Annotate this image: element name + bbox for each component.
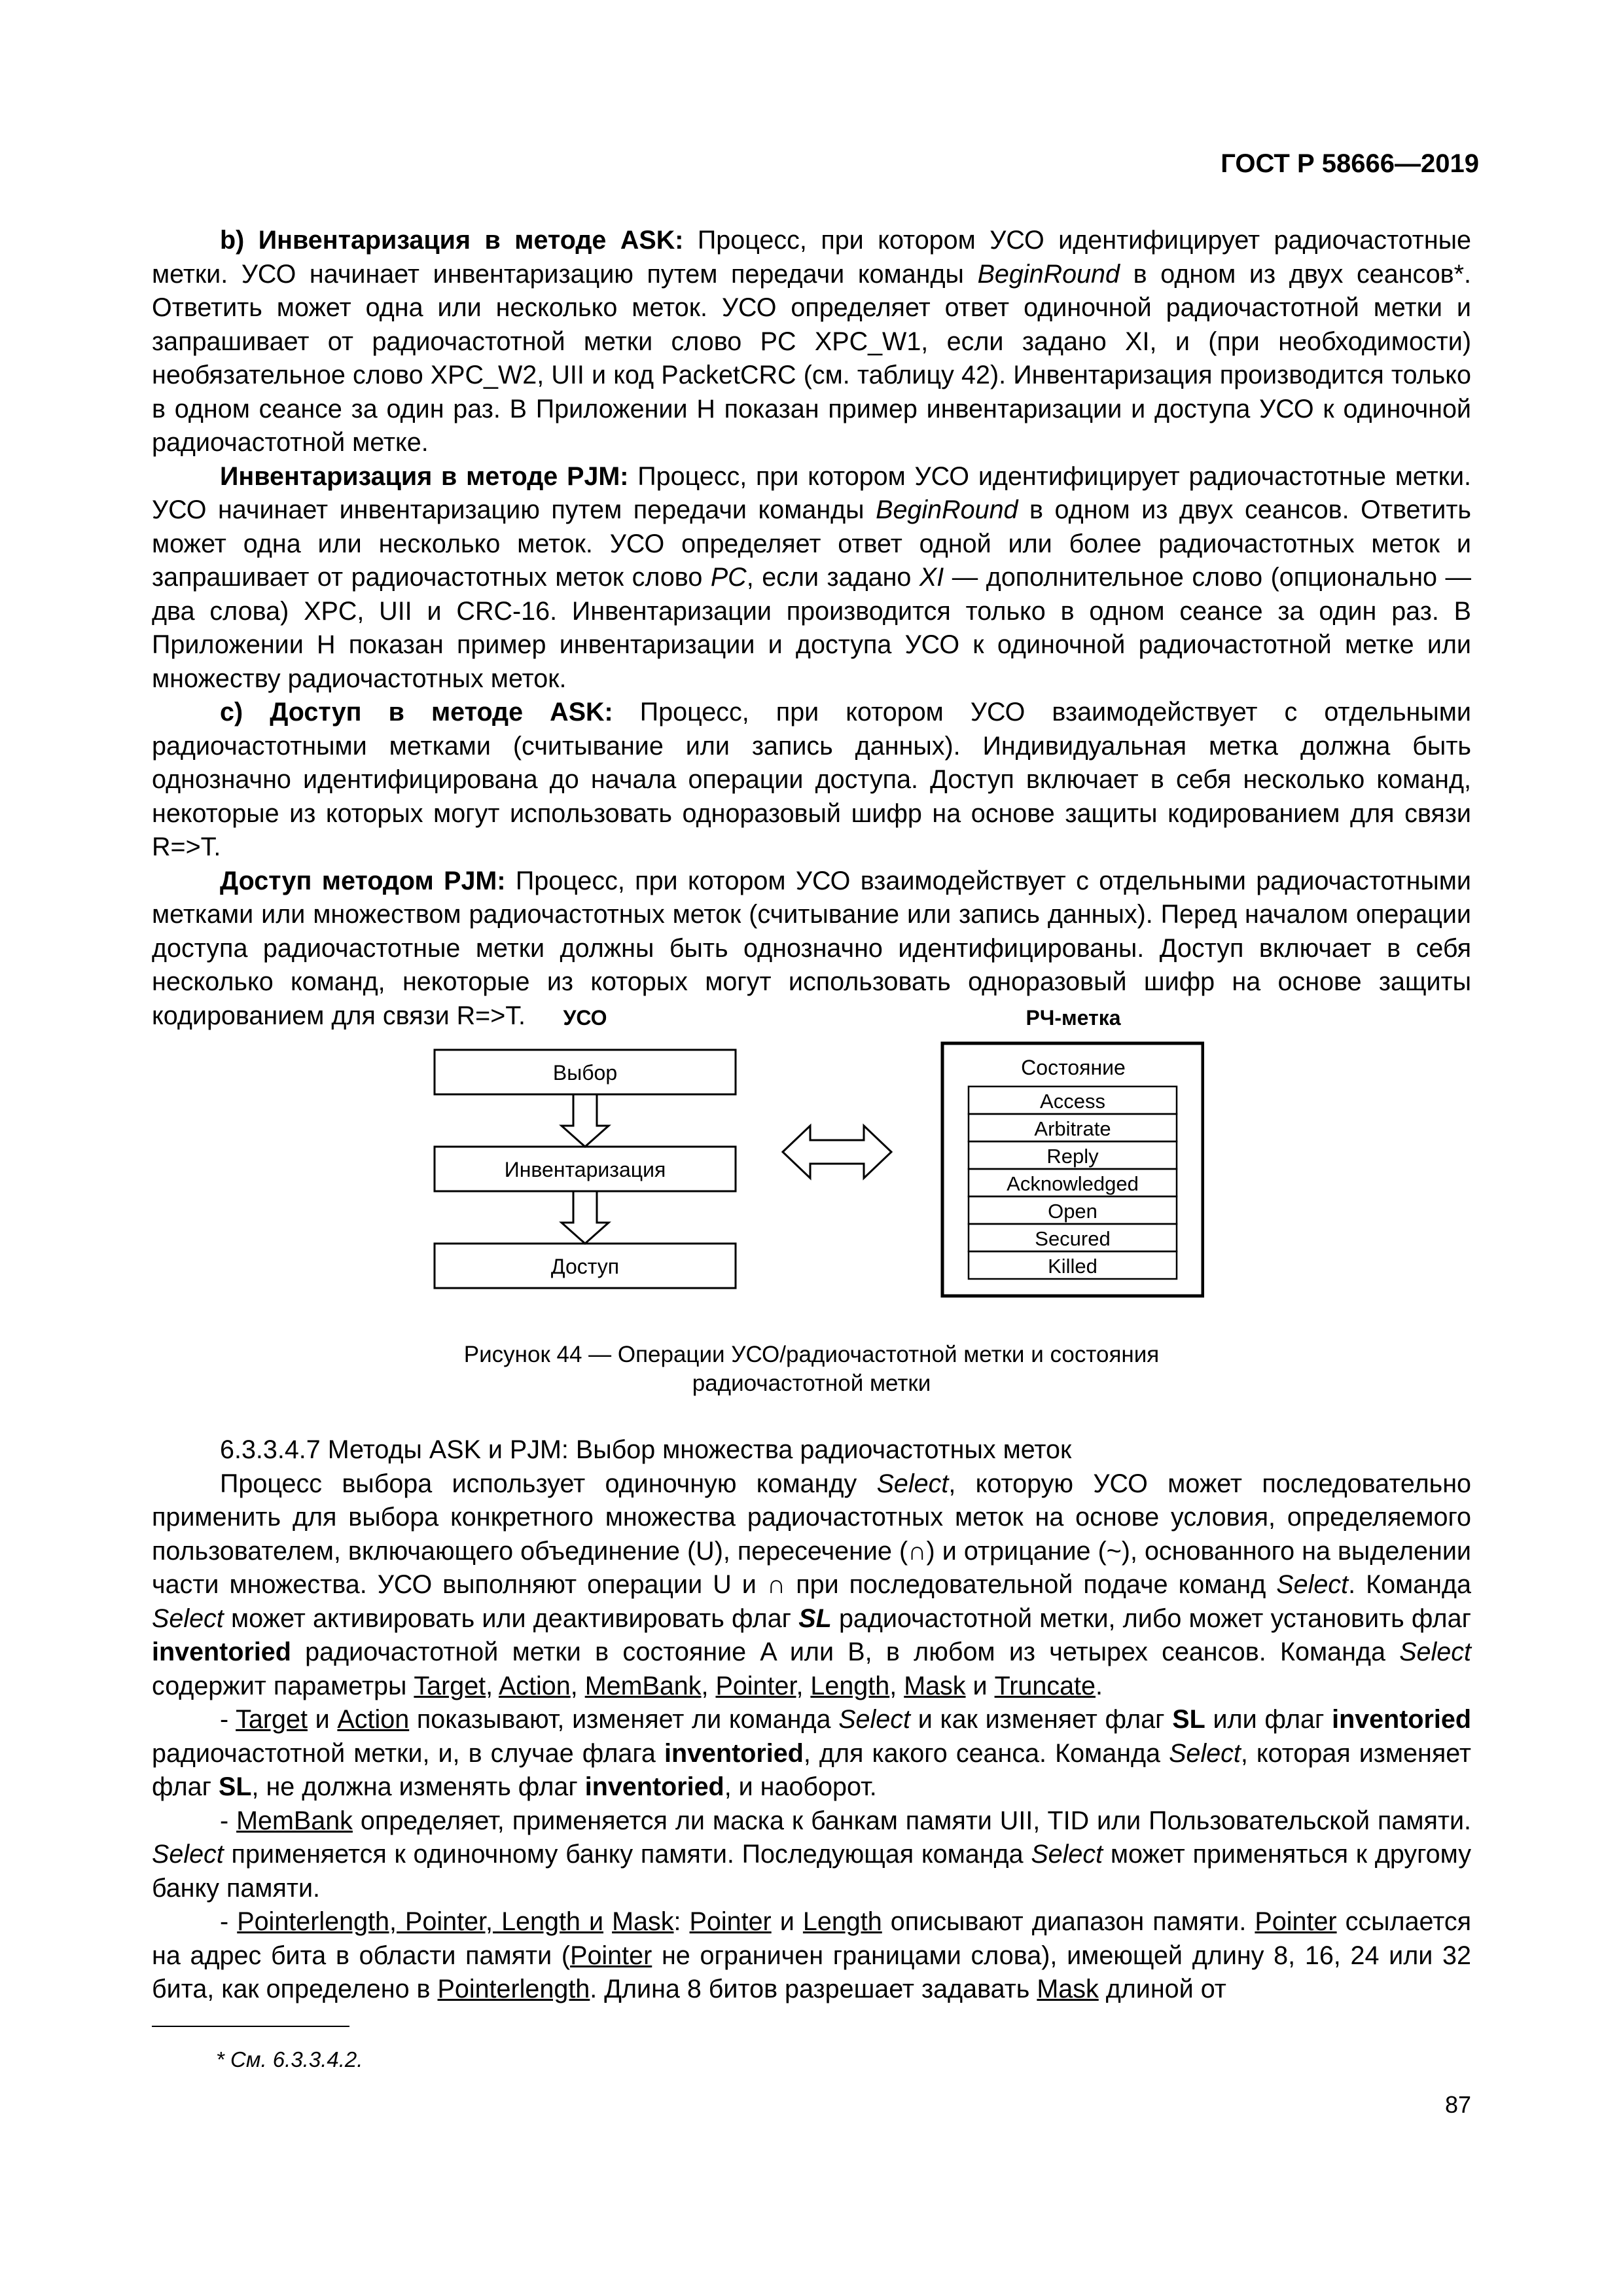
term: Инвентаризация в методе PJM: xyxy=(220,461,629,491)
paragraph-membank: - MemBank определяет, применяется ли маска к банкам памяти UII, TID или Пользовательской памяти. Select применяется к одиночному банку памяти. Последующая команда Select может применяться к другому банку памяти. xyxy=(152,1806,1471,1903)
footnote-divider xyxy=(152,2026,349,2027)
paragraph-inventory-ask: b) Инвентаризация в методе ASK: Процесс, при котором УСО идентифицирует радиочастотные метки. УСО начинает инвентаризацию путем передачи команды BeginRound в одном из двух сеансов*. Ответить может одна или несколько меток. УСО определяет ответ одиночной радиочастотной метки и запрашивает от радиочастотной метки слово PC XPC_W1, если задано XI, и (при необходимости) необязательное слово XPC_W2, UII и код PacketCRC (см. таблицу 42). Инвентаризация производится только в одном сеансе за один раз. В Приложении H показан пример инвентаризации и доступа УСО к одиночной радиочастотной метке. xyxy=(152,226,1471,457)
paragraph-target-action: - Target и Action показывают, изменяет ли команда Select и как изменяет флаг SL или флаг inventoried радиочастотной метки, и, в случае флага inventoried, для какого сеанса. Команда Select, которая изменяет флаг SL, не должна изменять флаг inventoried, и наоборот. xyxy=(152,1705,1472,1801)
state-label: Access xyxy=(1040,1090,1105,1113)
term: b) Инвентаризация в методе ASK: xyxy=(220,226,684,255)
section-6-3-3-4-7 xyxy=(152,1433,1471,2007)
paragraph-pointer-length: - Pointerlength, Pointer, Length и Mask: Pointer и Length описывают диапазон памяти. Pointer ссылается на адрес бита в области памяти (Pointer не ограничен границами слова), имеющей длину 8, 16, 24 или 32 бита, как определено в Pointerlength. Длина 8 битов разрешает задавать Mask длиной от xyxy=(152,1907,1471,2003)
page-number: 87 xyxy=(1444,2091,1471,2118)
figure-caption: Рисунок 44 — Операции УСО/радиочастотной метки и состояния радиочастотной метки xyxy=(463,1342,1160,1396)
left-title: УСО xyxy=(563,1006,607,1030)
figure-44 xyxy=(419,1001,1204,1316)
upper-text xyxy=(152,224,1471,1033)
state-label: Secured xyxy=(1035,1227,1111,1250)
term: c) Доступ в методе ASK: xyxy=(220,698,613,726)
right-title: РЧ-метка xyxy=(1026,1006,1121,1030)
down-arrow-icon xyxy=(562,1094,609,1147)
op-label-select: Выбор xyxy=(552,1061,618,1085)
state-label: Reply xyxy=(1046,1145,1099,1168)
footnote: * См. 6.3.3.4.2. xyxy=(216,2047,363,2072)
state-label: Open xyxy=(1048,1200,1097,1223)
paragraph-select-process: Процесс выбора использует одиночную команду Select, которую УСО может последовательно применить для выбора конкретного множества радиочастотных меток на основе условия, определяемого пользователем, включающего объединение (U), пересечение (∩) и отрицание (~), основанного на выделении части множества. УСО выполняют операции U и ∩ при последовательной подаче команд Select. Команда Select может активировать или деактивировать флаг SL радиочастотной метки, либо может установить флаг inventoried радиочастотной метки в состояние A или B, в любом из четырех сеансов. Команда Select содержит параметры Target, Action, MemBank, Pointer, Length, Mask и Truncate. xyxy=(152,1469,1472,1700)
state-title: Состояние xyxy=(1021,1056,1126,1079)
double-arrow-icon xyxy=(783,1126,891,1178)
term: Доступ методом PJM: xyxy=(220,866,506,895)
figure-diagram xyxy=(419,1001,1204,1316)
paragraph-access-ask: c) Доступ в методе ASK: Процесс, при котором УСО взаимодействует с отдельными радиочастотными метками (считывание или запись данных). Индивидуальная метка должна быть однозначно идентифицирована до начала операции доступа. Доступ включает в себя несколько команд, некоторые из которых могут использовать одноразовый шифр на основе защиты кодированием для связи R=>T. xyxy=(152,698,1471,861)
standard-header: ГОСТ Р 58666—2019 xyxy=(1221,149,1479,178)
paragraph-inventory-pjm: Инвентаризация в методе PJM: Процесс, при котором УСО идентифицирует радиочастотные метки. УСО начинает инвентаризацию путем передачи команды BeginRound в одном из двух сеансов. Ответить может одна или несколько меток. УСО определяет ответ одной или более радиочастотных меток и запрашивает от радиочастотных меток слово PC, если задано XI — дополнительное слово (опционально — два слова) XPC, UII и CRC-16. Инвентаризации производится только в одном сеансе за один раз. В Приложении H показан пример инвентаризации и доступа УСО к одиночной радиочастотной метке или множеству радиочастотных меток. xyxy=(152,461,1471,693)
section-heading: 6.3.3.4.7 Методы ASK и PJM: Выбор множества радиочастотных меток xyxy=(220,1435,1072,1464)
paragraph-access-pjm: Доступ методом PJM: Процесс, при котором УСО взаимодействует с отдельными радиочастотными метками или множеством радиочастотных меток (считывание или запись данных). Перед началом операции доступа радиочастотные метки должны быть однозначно идентифицированы. Доступ включает в себя несколько команд, некоторые из которых могут использовать одноразовый шифр на основе защиты кодированием для связи R=>T. xyxy=(152,866,1471,1030)
state-label: Killed xyxy=(1048,1255,1097,1278)
down-arrow-icon xyxy=(562,1191,609,1244)
op-label-access: Доступ xyxy=(550,1255,620,1278)
state-label: Acknowledged xyxy=(1007,1172,1139,1195)
op-label-inventory: Инвентаризация xyxy=(504,1158,666,1181)
state-label: Arbitrate xyxy=(1034,1117,1111,1140)
